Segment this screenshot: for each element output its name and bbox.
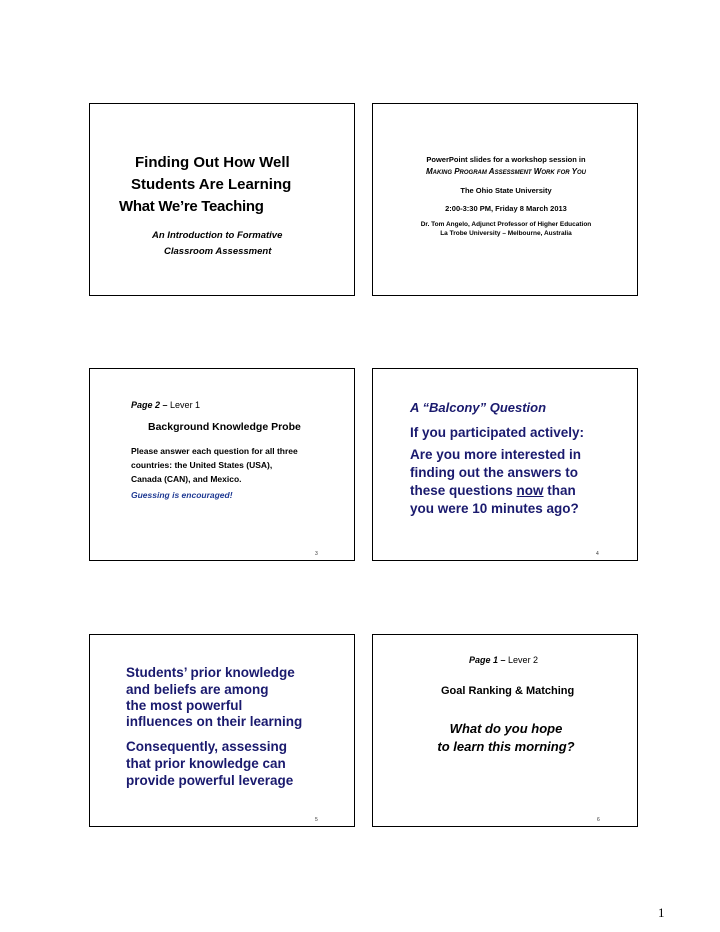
slide-6-question-line-1: What do you hope [449, 721, 563, 736]
slide-4-line-2: Are you more interested in [410, 447, 582, 462]
slide-4 [372, 368, 638, 561]
slide-6-heading: Goal Ranking & Matching [441, 685, 575, 697]
slide-4-line-4-post: than [543, 483, 576, 498]
slide-2 [372, 103, 638, 296]
slide-6-page-ref: Page 1 – [469, 655, 506, 665]
slide-3-page-label [131, 400, 200, 410]
slide-3-heading: Background Knowledge Probe [148, 421, 301, 433]
slide-3-note: Guessing is encouraged! [131, 490, 233, 500]
slide-2-intro: PowerPoint slides for a workshop session in [426, 155, 586, 164]
slide-5-para-1-line-2: and beliefs are among [126, 682, 269, 697]
slide-6-number: 6 [597, 817, 600, 823]
slide-5-para-1-line-1: Students’ prior knowledge [126, 665, 295, 680]
slide-3 [89, 368, 355, 561]
slide-5-para-2-line-1: Consequently, assessing [126, 739, 288, 754]
slide-6 [372, 634, 638, 827]
slide-5-para-1-line-4: influences on their learning [126, 714, 303, 729]
slide-4-emphasis-now: now [516, 483, 544, 498]
slide-6-page-label [469, 655, 538, 665]
slide-4-line-3: finding out the answers to [410, 465, 578, 480]
slide-3-lever: Lever 1 [170, 400, 201, 410]
slide-4-line-4-pre: these questions [410, 483, 517, 498]
slide-4-number: 4 [596, 551, 599, 557]
slide-3-body-line-3: Canada (CAN), and Mexico. [131, 474, 242, 484]
slide-2-presenter: Dr. Tom Angelo, Adjunct Professor of Higher Education [420, 221, 592, 228]
slide-3-page-ref: Page 2 – [131, 400, 168, 410]
slide-1-title-line-3: What We’re Teaching [119, 198, 264, 215]
slide-2-university: The Ohio State University [460, 186, 552, 195]
slide-3-body-line-1: Please answer each question for all three [131, 446, 298, 456]
slide-2-date: 2:00-3:30 PM, Friday 8 March 2013 [445, 204, 567, 213]
slide-2-affiliation: La Trobe University – Melbourne, Australia [440, 230, 572, 237]
slide-4-title: A “Balcony” Question [410, 400, 547, 415]
slide-6-lever: Lever 2 [508, 655, 539, 665]
slide-2-workshop-title: Making Program Assessment Work for You [425, 167, 586, 176]
slide-3-body-line-2: countries: the United States (USA), [131, 460, 273, 470]
slide-4-line-4 [410, 483, 576, 498]
slide-1-subtitle-line-1: An Introduction to Formative [152, 230, 283, 241]
slide-5-number: 5 [315, 817, 318, 823]
slide-5-para-1-line-3: the most powerful [126, 698, 243, 713]
slide-5 [89, 634, 355, 827]
slide-1-title-line-2: Students Are Learning [131, 176, 292, 193]
slide-4-line-5: you were 10 minutes ago? [410, 501, 579, 516]
slide-1-subtitle-line-2: Classroom Assessment [164, 246, 272, 257]
slide-6-question-line-2: to learn this morning? [437, 739, 575, 754]
slide-1 [89, 103, 355, 296]
page-number: 1 [658, 905, 665, 920]
slide-5-para-2-line-3: provide powerful leverage [126, 773, 294, 788]
slide-5-para-2-line-2: that prior knowledge can [126, 756, 286, 771]
slide-3-number: 3 [315, 551, 318, 557]
slide-4-line-1: If you participated actively: [410, 425, 585, 440]
slide-1-title-line-1: Finding Out How Well [135, 154, 290, 171]
